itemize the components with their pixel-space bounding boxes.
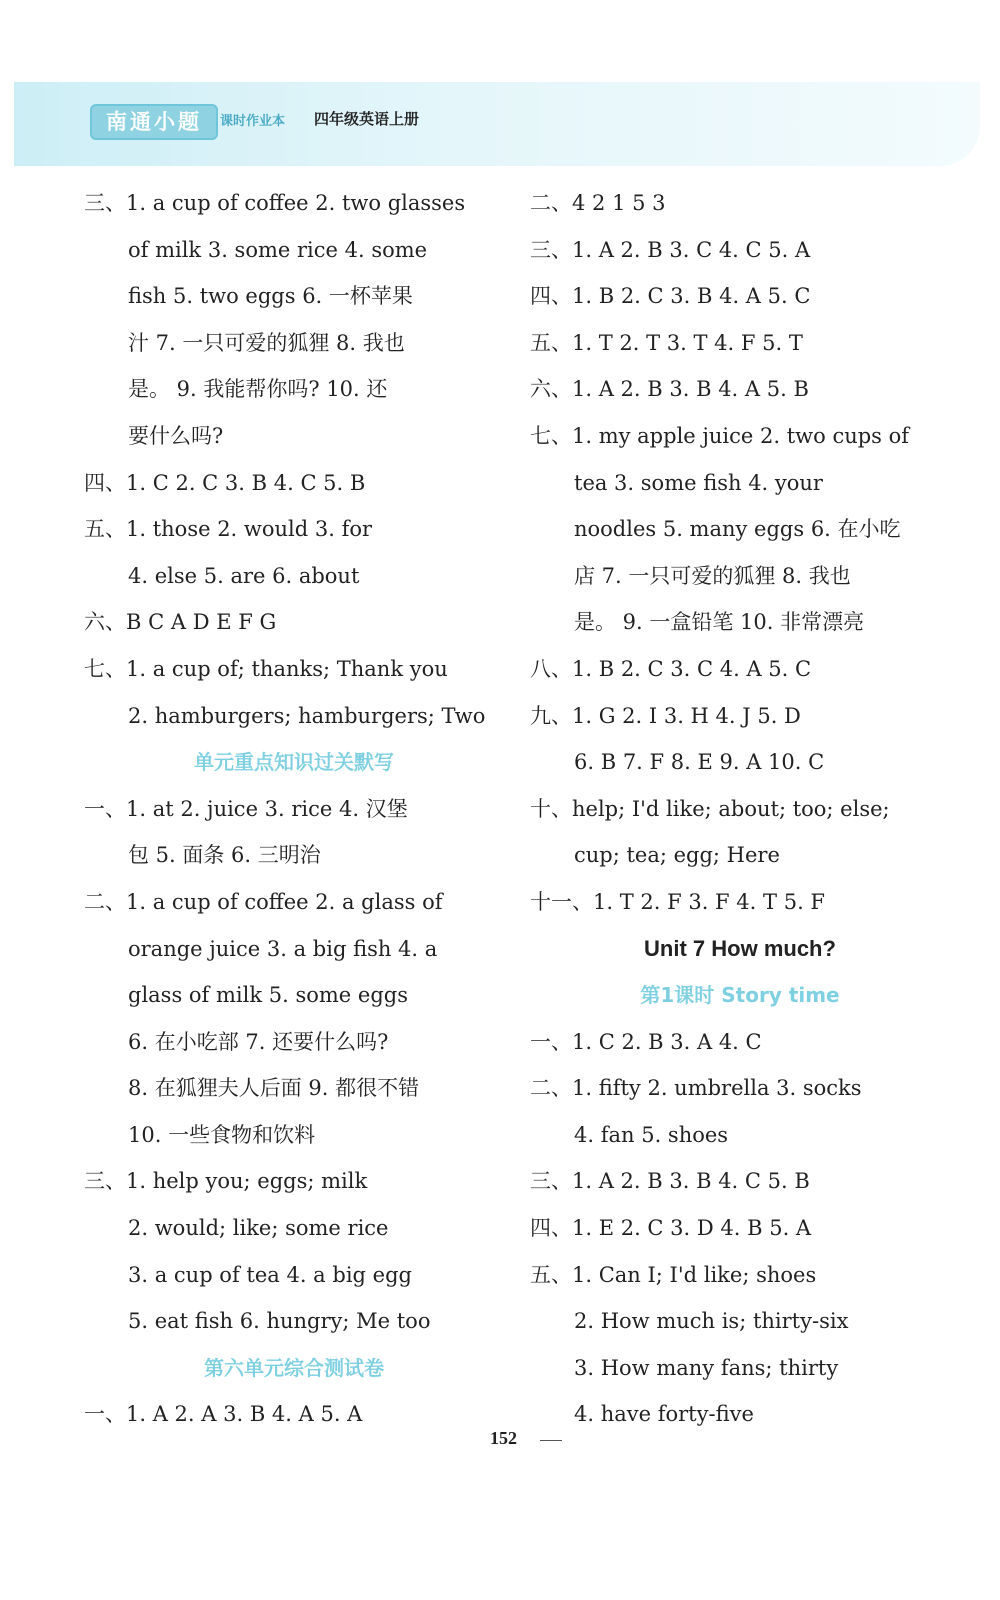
answer-line: 一、1. C 2. B 3. A 4. C [530,1029,762,1054]
right-answer-column [530,180,950,1438]
answer-line: 4. else 5. are 6. about [128,563,360,588]
lesson-heading: 第1课时 Story time [640,983,840,1008]
answer-line: 一、1. A 2. A 3. B 4. A 5. A [84,1402,363,1427]
answer-line: 六、B C A D E F G [84,610,277,635]
answer-line: 是。 9. 我能帮你吗? 10. 还 [128,377,388,402]
answer-line: 六、1. A 2. B 3. B 4. A 5. B [530,377,809,402]
answer-line: 3. a cup of tea 4. a big egg [128,1262,412,1287]
answer-line: cup; tea; egg; Here [574,843,780,868]
answer-line: noodles 5. many eggs 6. 在小吃 [574,517,901,542]
answer-line: 四、1. C 2. C 3. B 4. C 5. B [84,470,366,495]
answer-line: 2. hamburgers; hamburgers; Two [128,703,486,728]
answer-line: orange juice 3. a big fish 4. a [128,936,438,961]
answer-line: 10. 一些食物和饮料 [128,1122,316,1147]
answer-line: 二、4 2 1 5 3 [530,191,666,215]
answer-line: 十、help; I'd like; about; too; else; [530,796,890,821]
answer-line: 五、1. Can I; I'd like; shoes [530,1262,817,1287]
answer-line: 五、1. T 2. T 3. T 4. F 5. T [530,330,803,355]
answer-line: 二、1. fifty 2. umbrella 3. socks [530,1076,862,1101]
answer-line: 三、1. A 2. B 3. B 4. C 5. B [530,1169,810,1194]
answer-line: 是。 9. 一盒铅笔 10. 非常漂亮 [574,610,865,635]
section-heading: 第六单元综合测试卷 [204,1355,384,1380]
left-answer-column [84,180,504,1438]
answer-line: 八、1. B 2. C 3. C 4. A 5. C [530,656,812,681]
answer-line: 4. have forty-five [574,1402,754,1427]
answer-line: 3. How many fans; thirty [574,1355,839,1380]
section-heading: 单元重点知识过关默写 [194,750,394,775]
answer-line: 4. fan 5. shoes [574,1122,729,1147]
answer-line: glass of milk 5. some eggs [128,983,408,1008]
answer-line: 三、1. help you; eggs; milk [84,1169,368,1194]
book-title: 四年级英语上册 [314,110,420,128]
unit-heading: Unit 7 How much? [644,935,836,961]
answer-line: 6. B 7. F 8. E 9. A 10. C [574,750,825,775]
answer-line: 二、1. a cup of coffee 2. a glass of [84,889,443,914]
page-number-dash [540,1440,562,1441]
answer-line: 包 5. 面条 6. 三明治 [128,843,321,868]
answer-line: of milk 3. some rice 4. some [128,237,428,262]
answer-line: 6. 在小吃部 7. 还要什么吗? [128,1029,389,1054]
answer-line: 四、1. B 2. C 3. B 4. A 5. C [530,284,811,309]
answer-line: 四、1. E 2. C 3. D 4. B 5. A [530,1216,812,1241]
answer-line: 8. 在狐狸夫人后面 9. 都很不错 [128,1076,420,1101]
answer-line: 三、1. A 2. B 3. C 4. C 5. A [530,237,811,262]
answer-line: 五、1. those 2. would 3. for [84,517,373,542]
answer-line: tea 3. some fish 4. your [574,470,823,495]
brand-logo: 南通小题 [90,104,218,140]
answer-line: 汁 7. 一只可爱的狐狸 8. 我也 [128,330,405,355]
answer-line: fish 5. two eggs 6. 一杯苹果 [128,284,413,309]
brand-subtitle: 课时作业本 [220,114,286,129]
answer-line: 2. would; like; some rice [128,1216,389,1241]
answer-line: 要什么吗? [128,423,224,448]
answer-line: 2. How much is; thirty-six [574,1309,849,1334]
answer-line: 三、1. a cup of coffee 2. two glasses [84,191,466,215]
answer-line: 5. eat fish 6. hungry; Me too [128,1309,431,1334]
page-number: 152 [490,1428,517,1448]
answer-line: 七、1. a cup of; thanks; Thank you [84,656,448,681]
answer-line: 一、1. at 2. juice 3. rice 4. 汉堡 [84,796,408,821]
answer-line: 七、1. my apple juice 2. two cups of [530,423,910,448]
answer-line: 九、1. G 2. I 3. H 4. J 5. D [530,703,801,728]
answer-line: 十一、1. T 2. F 3. F 4. T 5. F [530,889,825,914]
answer-line: 店 7. 一只可爱的狐狸 8. 我也 [574,563,851,588]
